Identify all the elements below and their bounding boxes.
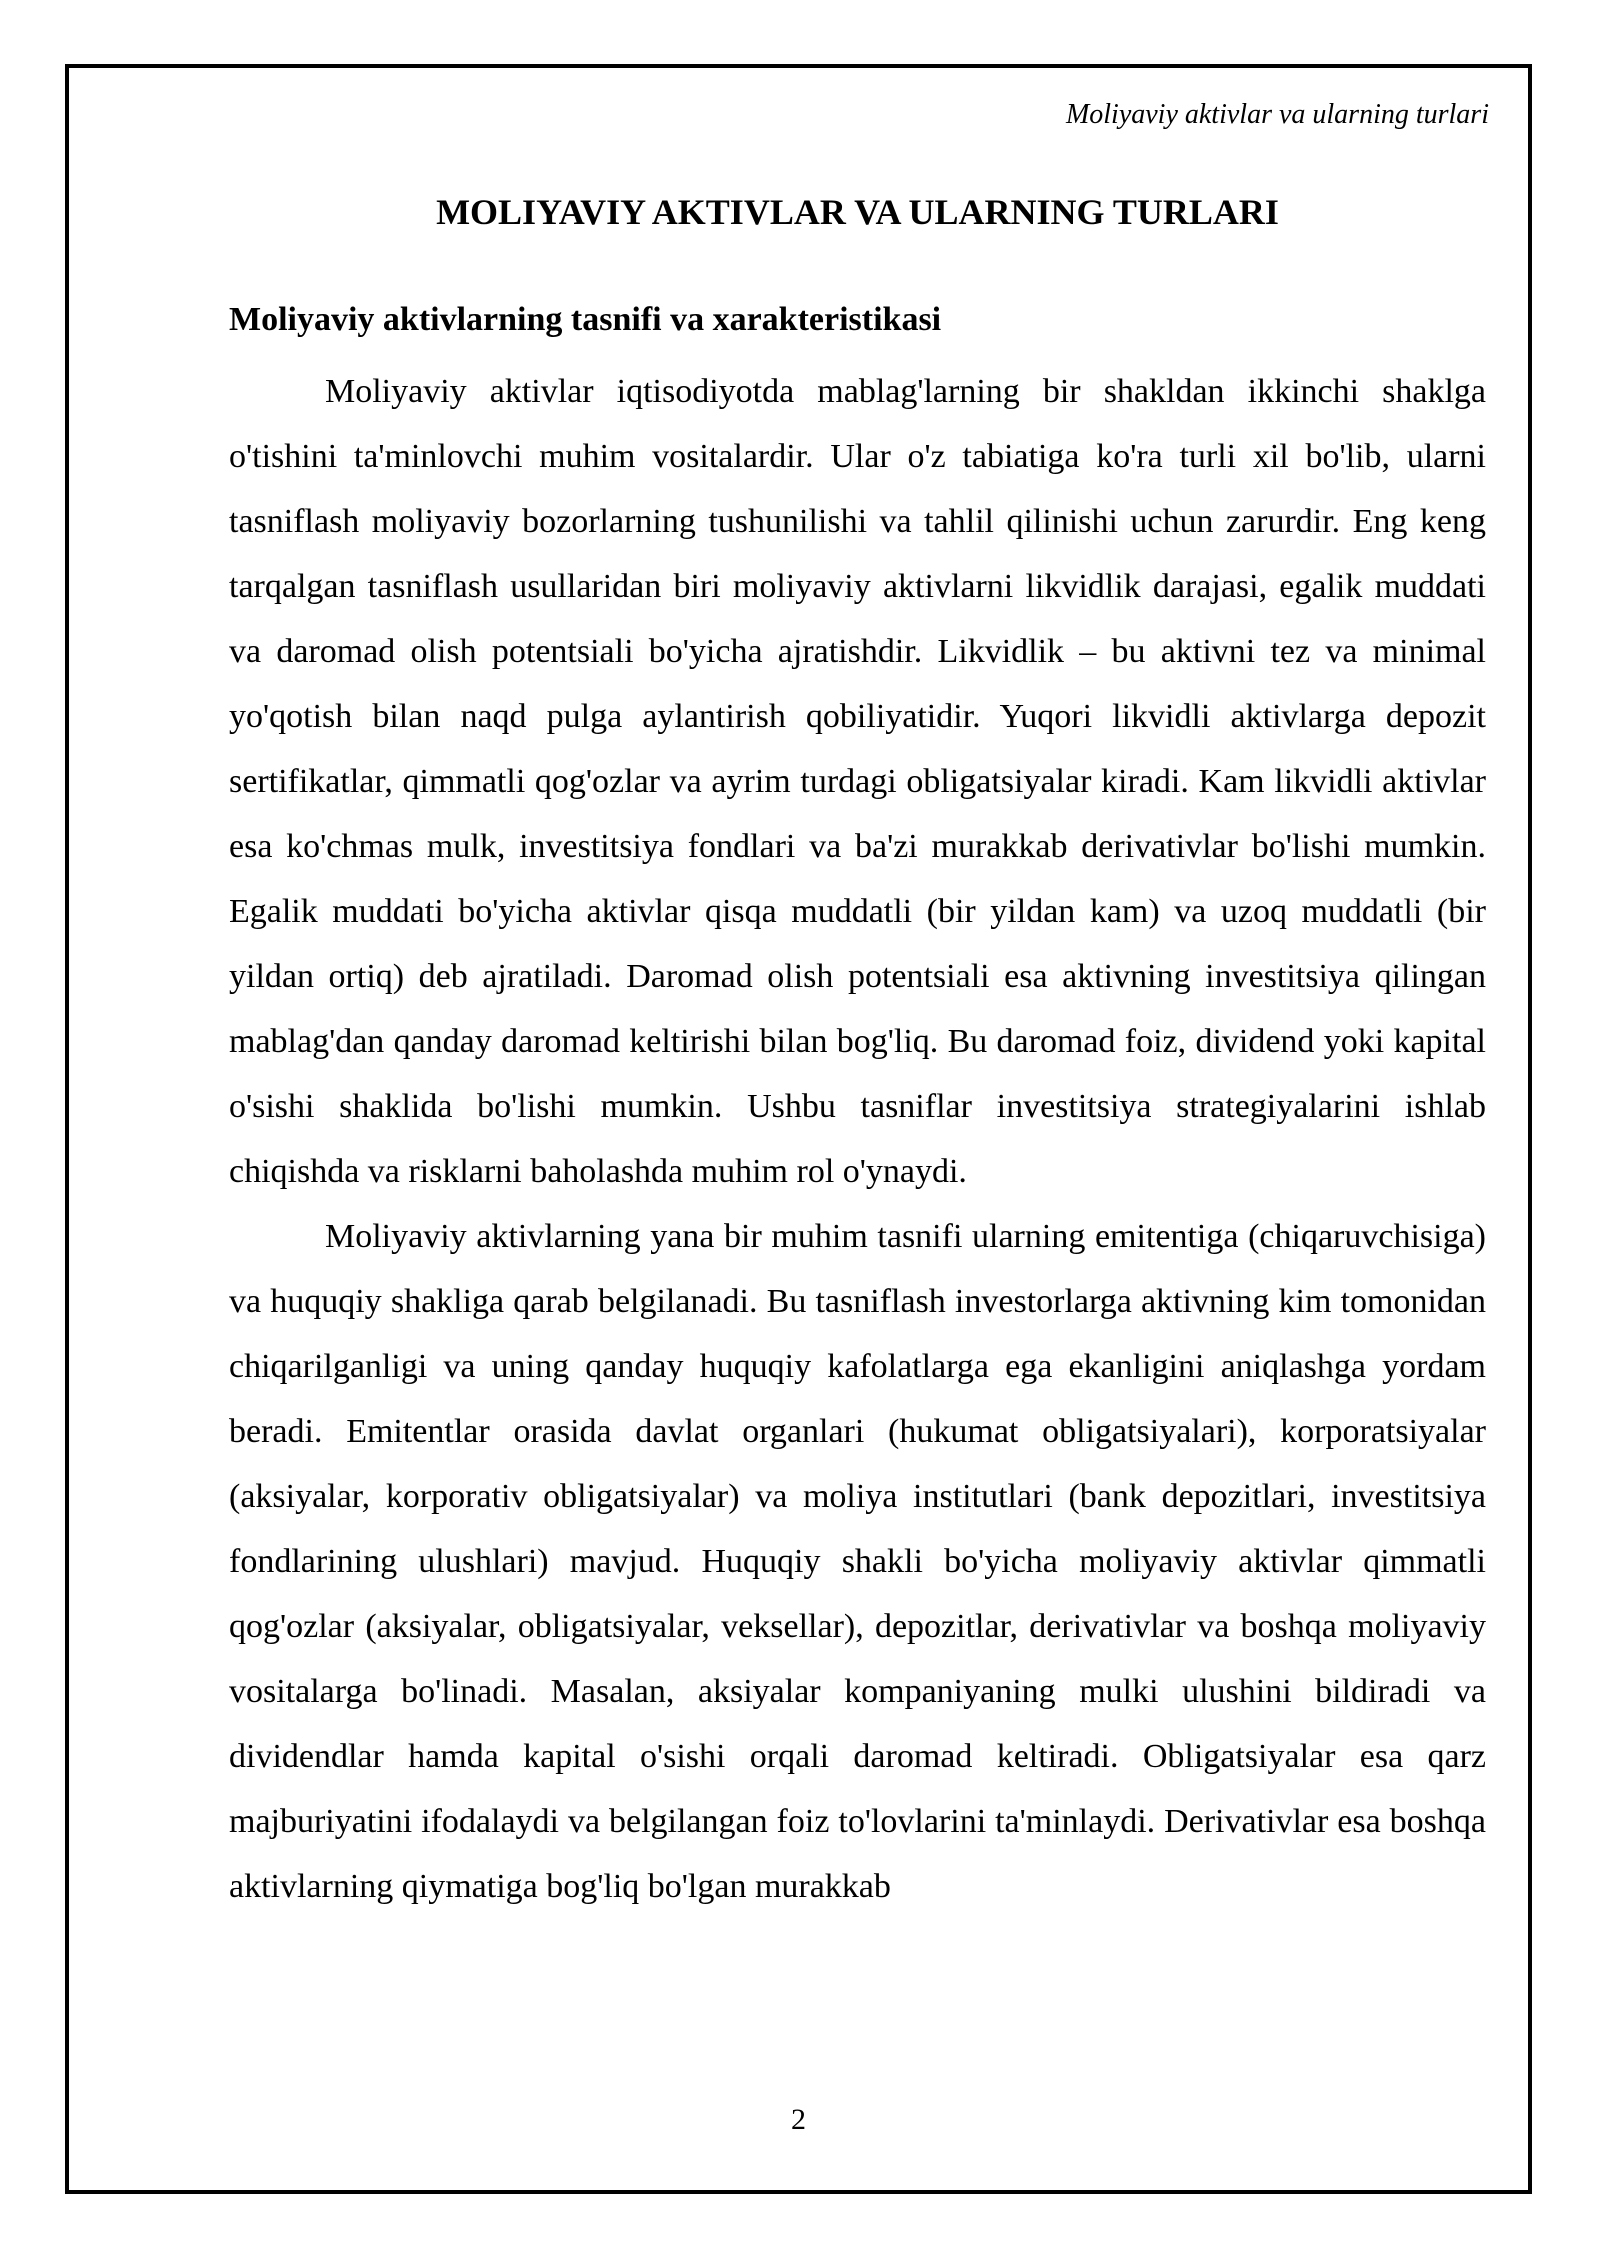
section-heading: Moliyaviy aktivlarning tasnifi va xarakteristikasi <box>229 301 942 338</box>
body-paragraph: Moliyaviy aktivlarning yana bir muhim tasnifi ularning emitentiga (chiqaruvchisiga) va huquqiy shakliga qarab belgilanadi. Bu tasniflash investorlarga aktivning kim tomonidan chiqarilganligi va uning qanday huquqiy kafolatlarga ega ekanligini aniqlashga yordam beradi. Emitentlar orasida davlat organlari (hukumat obligatsiyalari), korporatsiyalar (aksiyalar, korporativ obligatsiyalar) va moliya institutlari (bank depozitlari, investitsiya fondlarining ulushlari) mavjud. Huquqiy shakli bo'yicha moliyaviy aktivlar qimmatli qog'ozlar (aksiyalar, obligatsiyalar, veksellar), depozitlar, derivativlar va boshqa moliyaviy vositalarga bo'linadi. Masalan, aksiyalar kompaniyaning mulki ulushini bildiradi va dividendlar hamda kapital o'sishi orqali daromad keltiradi. Obligatsiyalar esa qarz majburiyatini ifodalaydi va belgilangan foiz to'lovlarini ta'minlaydi. Derivativlar esa boshqa aktivlarning qiymatiga bog'liq bo'lgan murakkab <box>229 1218 1486 1905</box>
document-body <box>229 297 1486 1919</box>
document-title: MOLIYAVIY AKTIVLAR VA ULARNING TURLARI <box>436 192 1279 232</box>
body-paragraph: Moliyaviy aktivlar iqtisodiyotda mablag'larning bir shakldan ikkinchi shaklga o'tishini ta'minlovchi muhim vositalardir. Ular o'z tabiatiga ko'ra turli xil bo'lib, ularni tasniflash moliyaviy bozorlarning tushunilishi va tahlil qilinishi uchun zarurdir. Eng keng tarqalgan tasniflash usullaridan biri moliyaviy aktivlarni likvidlik darajasi, egalik muddati va daromad olish potentsiali bo'yicha ajratishdir. Likvidlik – bu aktivni tez va minimal yo'qotish bilan naqd pulga aylantirish qobiliyatidir. Yuqori likvidli aktivlarga depozit sertifikatlar, qimmatli qog'ozlar va ayrim turdagi obligatsiyalar kiradi. Kam likvidli aktivlar esa ko'chmas mulk, investitsiya fondlari va ba'zi murakkab derivativlar bo'lishi mumkin. Egalik muddati bo'yicha aktivlar qisqa muddatli (bir yildan kam) va uzoq muddatli (bir yildan ortiq) deb ajratiladi. Daromad olish potentsiali esa aktivning investitsiya qilingan mablag'dan qanday daromad keltirishi bilan bog'liq. Bu daromad foiz, dividend yoki kapital o'sishi shaklida bo'lishi mumkin. Ushbu tasniflar investitsiya strategiyalarini ishlab chiqishda va risklarni baholashda muhim rol o'ynaydi. <box>229 373 1486 1190</box>
running-header: Moliyaviy aktivlar va ularning turlari <box>1065 99 1489 130</box>
page-number: 2 <box>791 2103 806 2136</box>
